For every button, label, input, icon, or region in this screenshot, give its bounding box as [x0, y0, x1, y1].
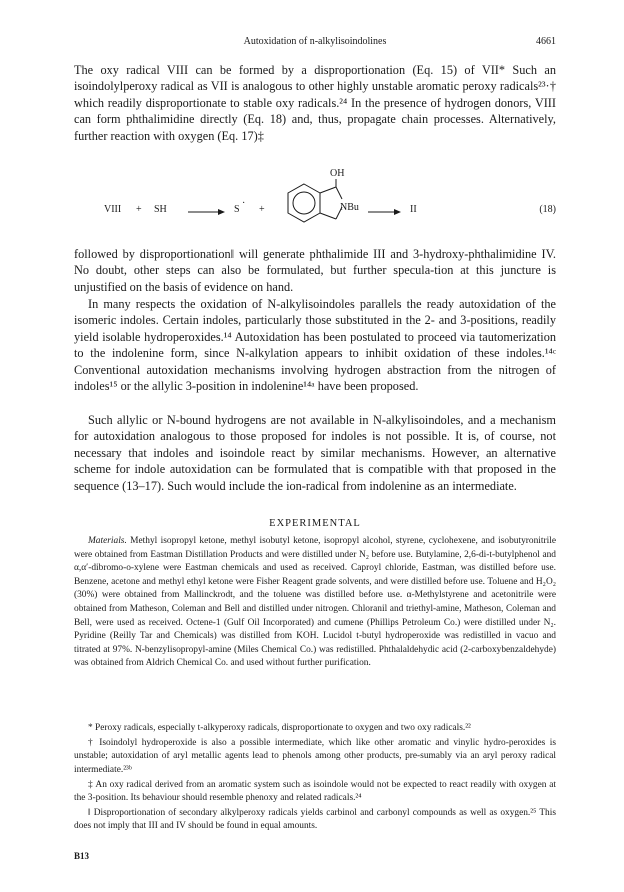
- footer-code: B13: [74, 851, 90, 861]
- paragraph-oxy-radical: The oxy radical VIII can be formed by a disproportionation (Eq. 15) of VII* Such an isoindolylperoxy radical as VII is analogous to other highly unstable aromatic peroxy radicals²³·† which readily disproportionate to stable oxy radicals.²⁴ In the presence of hydrogen donors, VIII can form phthalimidine directly (Eq. 18) and, thus, propagate chain processes. Alternatively, further reaction with oxygen (Eq. 17)‡: [74, 63, 556, 143]
- eq-plus-1: +: [136, 204, 142, 215]
- materials-paragraph: [74, 535, 556, 671]
- running-title: Autoxidation of n-alkylisoindolines: [243, 36, 387, 47]
- eq-oh-label: OH: [330, 168, 345, 179]
- eq-reactant-sh: SH: [154, 204, 167, 215]
- running-head: [74, 36, 556, 50]
- paragraph-indoles: In many respects the oxidation of N-alkylisoindoles parallels the ready autoxidation of the isomeric indoles. Certain indoles, particularly those substituted in the 2- and 3-positions, readily yield isolable hydroperoxides.¹⁴ Autoxidation has been postulated to proceed via tautomerization to the indolenine form, since N-alkylation appears to inhibit oxidation of these indoles.¹⁴ᶜ Conventional autoxidation mechanisms involving hydrogen abstraction from the nitrogen of indoles¹⁵ or the allylic 3-position in indolenine¹⁴ᵃ have been proposed.: [74, 297, 556, 394]
- eq-nbu-label: NBu: [340, 202, 359, 213]
- eq-plus-2: +: [259, 204, 265, 215]
- isoindole-structure: [274, 170, 374, 232]
- paragraph-allylic: Such allylic or N-bound hydrogens are not available in N-alkylisoindoles, and a mechanism for autoxidation analogous to those proposed for indoles is not possible. It is, of course, not necessary that indoles and isoindole react by similar mechanisms. However, an alternative scheme for indole autoxidation can be formulated that is compatible with that proposed in the sequence (13–17). Such would include the ion-radical from indolenine as an intermediate.: [74, 413, 556, 493]
- footnote-asterisk: * Peroxy radicals, especially t-alkyperoxy radicals, disproportionate to oxygen and two oxy radicals.²²: [88, 723, 471, 733]
- equation-18: [74, 168, 556, 238]
- footnote-double-dagger: ‡ An oxy radical derived from an aromatic system such as isoindole would not be expected to react readily with oxygen at the 3-position. Its behaviour should resemble phenoxy and related radicals.²⁴: [74, 779, 556, 804]
- eq-number: (18): [539, 204, 556, 215]
- experimental-heading: EXPERIMENTAL: [269, 518, 361, 529]
- eq-arrow-1: [186, 208, 226, 216]
- eq-arrow-2: [366, 208, 402, 216]
- footnote-dagger: † Isoindolyl hydroperoxide is also a possible intermediate, which like other aromatic and vinylic hydro-peroxides is unstable; autoxidation of aryl metallic agents lead to phenols among other products, pre-sumably via an aryl peroxy radical intermediate.²³ᵇ: [74, 738, 556, 775]
- footnotes: [74, 722, 556, 836]
- paragraph-disproportionation: followed by disproportionation‖ will generate phthalimide III and 3-hydroxy-phthalimidine IV. No doubt, other steps can also be formulated, but further specula-tion at this juncture is unjustified on the basis of evidence on hand.: [74, 247, 556, 294]
- footnote-parallel: ‖ Disproportionation of secondary alkylperoxy radicals yields carbinol and carbonyl compounds as well as oxygen.²⁵ This does not imply that III and IV should be found in equal amounts.: [74, 808, 556, 832]
- materials-label: Materials.: [88, 536, 127, 546]
- page-number: 4661: [536, 36, 556, 47]
- eq-reactant-viii: VIII: [104, 204, 122, 215]
- materials-text: Methyl isopropyl ketone, methyl isobutyl ketone, isopropyl alcohol, styrene, cyclohexene, and isobutyronitrile were obtained from Eastman Distillation Products and were distilled under N₂ before use. Butylamine, 2,6-di-t-butylphenol and α,α′-dibromo-o-xylene were Eastman chemicals and used as received. Caproyl chloride, Eastman, was distilled before use. Benzene, acetone and methyl ethyl ketone were Fisher Reagent grade solvents, and were distilled before use. Toluene and H₂O₂ (30%) were obtained from Mallinckrodt, and the toluene was distilled before use. α-Methylstyrene and acetonitrile were obtained from Matheson, Coleman and Bell and distilled under nitrogen. Chloranil and triethyl-amine, Matheson, Coleman and Bell, were used as received. Octene-1 (Gulf Oil Incorporated) and cumene (Phillips Petroleum Co.) were distilled under N₂. Pyridine (Reilly Tar and Chemicals) was distilled from KOH. Lucidol t-butyl hydroperoxide was redistilled in vacuo and titrated at 97%. N-benzylisopropyl-amine (Miles Chemical Co.) was redistilled. Phthalaldehydic acid (2-carboxybenzaldehyde) was obtained from Aldrich Chemical Co. and used without further purification.: [74, 536, 556, 669]
- eq-radical-dot: ·: [242, 198, 246, 209]
- eq-product-s: S: [234, 204, 240, 215]
- eq-product-ii: II: [410, 204, 417, 215]
